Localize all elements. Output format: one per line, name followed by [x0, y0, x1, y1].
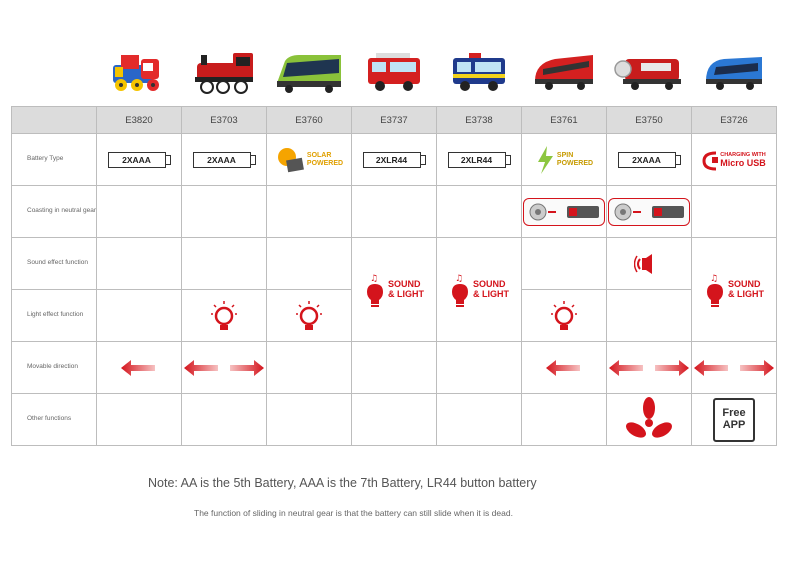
coasting-note: The function of sliding in neutral gear is that the battery can still slide when it is dead.: [194, 508, 513, 518]
battery-label: 2XAAA: [108, 152, 166, 168]
light-bulb-icon: [522, 300, 606, 332]
row-label-direction: Movable direction: [12, 342, 97, 394]
solar-powered-icon: [275, 145, 343, 175]
row-label-coasting: Coasting in neutral gear: [12, 186, 97, 238]
red-steam-locomotive-icon: [181, 40, 266, 102]
battery-label: 2XAAA: [193, 152, 251, 168]
light-bulb-icon: [182, 300, 266, 332]
direction-row: [12, 342, 777, 394]
svg-text:♫: ♫: [710, 273, 719, 284]
spin-label-top: SPIN: [556, 152, 574, 160]
product-code-header: E3738: [437, 107, 522, 134]
micro-usb-charging-icon: [702, 149, 766, 171]
product-images: [96, 40, 776, 102]
blue-passenger-train-icon: [691, 40, 776, 102]
product-code-header: E3737: [352, 107, 437, 134]
product-code-header: E3760: [267, 107, 352, 134]
arrow-both-icon: [607, 360, 691, 376]
usb-label-bottom: Micro USB: [720, 157, 766, 168]
sound-row: [12, 238, 777, 290]
row-label-battery: Battery Type: [12, 134, 97, 186]
free-app-icon: [713, 398, 755, 442]
sound-light-icon: [364, 272, 424, 308]
corner-cell: [12, 107, 97, 134]
red-blue-locomotive-icon: [96, 40, 181, 102]
battery-icon: [108, 152, 171, 168]
police-car-icon: [436, 40, 521, 102]
free-app-line2: APP: [722, 418, 746, 431]
battery-label: 2XAAA: [618, 152, 676, 168]
propeller-icon: [607, 397, 691, 443]
other-row: [12, 394, 777, 446]
sound-light-line1: SOUND: [473, 279, 506, 290]
product-code-header: E3820: [97, 107, 182, 134]
svg-text:♫: ♫: [455, 273, 464, 284]
sound-light-icon: [449, 272, 509, 308]
speaker-icon: [607, 251, 691, 277]
arrow-both-icon: [182, 360, 266, 376]
usb-label-top: CHARGING WITH: [720, 151, 766, 158]
sound-light-line2: & LIGHT: [473, 288, 509, 299]
arrow-left-icon: [97, 360, 181, 376]
fire-engine-icon: [351, 40, 436, 102]
red-propeller-locomotive-icon: [606, 40, 691, 102]
product-code-header: E3726: [692, 107, 777, 134]
battery-icon: [363, 152, 426, 168]
arrow-both-icon: [692, 360, 776, 376]
product-code-header: E3761: [522, 107, 607, 134]
spin-powered-icon: [535, 145, 593, 175]
battery-note: Note: AA is the 5th Battery, AAA is the 7th Battery, LR44 button battery: [148, 476, 537, 490]
coasting-gear-icon: [608, 198, 690, 226]
free-app-line1: Free: [722, 406, 746, 419]
red-bullet-train-icon: [521, 40, 606, 102]
sound-light-line2: & LIGHT: [728, 288, 764, 299]
spin-label-bottom: POWERED: [556, 159, 594, 167]
battery-icon: [193, 152, 256, 168]
battery-icon: [448, 152, 511, 168]
comparison-table: [11, 106, 777, 446]
battery-label: 2XLR44: [448, 152, 506, 168]
arrow-left-icon: [522, 360, 606, 376]
battery-row: [12, 134, 777, 186]
coasting-row: [12, 186, 777, 238]
solar-label-top: SOLAR: [306, 152, 332, 160]
solar-label-bottom: POWERED: [306, 159, 344, 167]
battery-icon: [618, 152, 681, 168]
sound-light-line2: & LIGHT: [388, 288, 424, 299]
light-bulb-icon: [267, 300, 351, 332]
sound-light-line1: SOUND: [728, 279, 761, 290]
green-solar-train-icon: [266, 40, 351, 102]
svg-text:♫: ♫: [370, 273, 379, 284]
sound-light-line1: SOUND: [388, 279, 421, 290]
product-code-header: E3703: [182, 107, 267, 134]
sound-light-icon: [704, 272, 764, 308]
product-code-header: E3750: [607, 107, 692, 134]
row-label-light: Light effect function: [12, 290, 97, 342]
row-label-other: Other functions: [12, 394, 97, 446]
battery-label: 2XLR44: [363, 152, 421, 168]
row-label-sound: Sound effect function: [12, 238, 97, 290]
coasting-gear-icon: [523, 198, 605, 226]
header-row: [12, 107, 777, 134]
